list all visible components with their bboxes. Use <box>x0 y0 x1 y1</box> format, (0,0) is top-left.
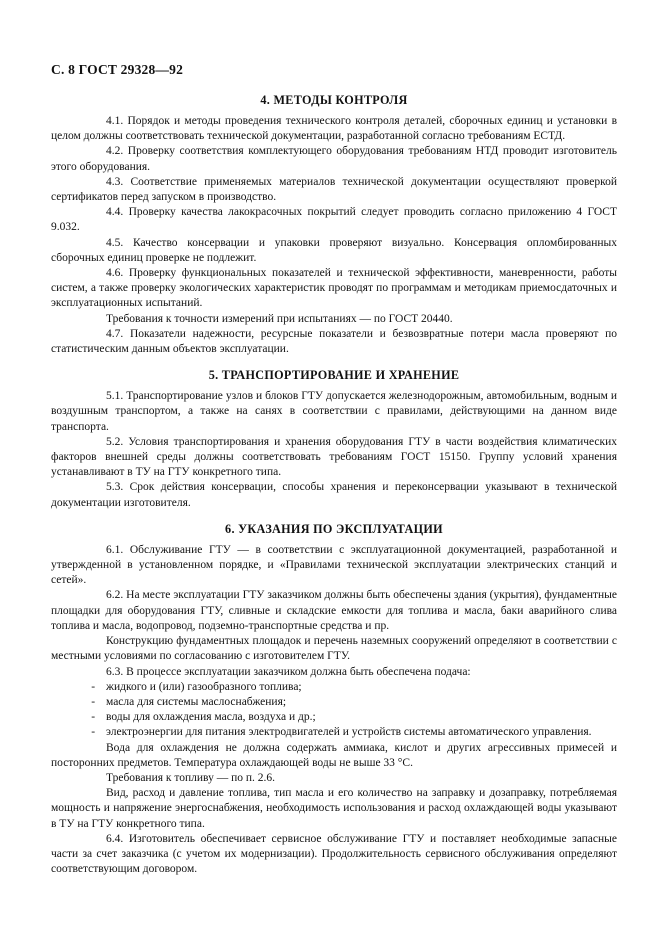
list-item: - жидкого и (или) газообразного топлива; <box>51 680 302 693</box>
section-5-transport-storage <box>51 367 617 511</box>
paragraph: 5.1. Транспортирование узлов и блоков ГТУ допускается железнодорожным, автомобильным, водным и воздушным транспортом, а также на санях в соответствии с правилами, действующими на данном виде транспорта. <box>51 390 617 433</box>
list-item: - воды для охлаждения масла, воздуха и др.; <box>51 711 316 724</box>
paragraph: 6.3. В процессе эксплуатации заказчиком должна быть обеспечена подача: <box>106 665 471 678</box>
paragraph: 4.6. Проверку функциональных показателей и технической эффективности, маневренности, работы систем, а также проверку экологических характеристик проводят по программам и методикам приемосдаточных и эксплуатационных испытаний. <box>51 267 617 310</box>
list-item: - масла для системы маслоснабжения; <box>51 695 287 708</box>
paragraph: 4.5. Качество консервации и упаковки проверяют визуально. Консервация опломбированных сборочных единиц проверке не подлежит. <box>51 236 617 264</box>
list-item-text: воды для охлаждения масла, воздуха и др.; <box>106 711 316 724</box>
section-title: 5. ТРАНСПОРТИРОВАНИЕ И ХРАНЕНИЕ <box>208 368 460 383</box>
section-title: 6. УКАЗАНИЯ ПО ЭКСПЛУАТАЦИИ <box>225 521 443 536</box>
paragraph: 5.3. Срок действия консервации, способы хранения и переконсервации указывают в технической документации изготовителя. <box>51 481 617 509</box>
list-item-text: масла для системы маслоснабжения; <box>106 695 287 708</box>
paragraph: 4.1. Порядок и методы проведения технического контроля деталей, сборочных единиц и установки в целом должны соответствовать технической документации, разработанной согласно требованиям ЕСТД. <box>51 115 617 143</box>
section-6-operation-instructions <box>51 521 617 877</box>
paragraph: 6.2. На месте эксплуатации ГТУ заказчиком должны быть обеспечены здания (укрытия), фундаментные площадки для оборудования ГТУ, сливные и складские емкости для топлива и масла, баки аварийного слива топлива и масла, водопровод, подземно-транспортные средства и пр. <box>51 589 617 632</box>
paragraph: Требования к точности измерений при испытаниях — по ГОСТ 20440. <box>106 312 453 325</box>
paragraph: 4.7. Показатели надежности, ресурсные показатели и безвозвратные потери масла проверяют по статистическим данным объектов эксплуатации. <box>51 327 617 356</box>
list-item-text: жидкого и (или) газообразного топлива; <box>106 680 302 693</box>
paragraph: 6.1. Обслуживание ГТУ — в соответствии с эксплуатационной документацией, разработанной и утвержденной в установленном порядке, и «Правилами технической эксплуатации электрических станций и сетей». <box>51 543 617 587</box>
paragraph: 5.2. Условия транспортирования и хранения оборудования ГТУ в части воздействия климатических факторов внешней среды должны соответствовать требованиям ГОСТ 15150. Группу условий хранения устанавливают в ТУ на ГТУ конкретного типа. <box>51 435 617 479</box>
paragraph: 4.2. Проверку соответствия комплектующего оборудования требованиям НТД проводит изготовитель этого оборудования. <box>51 145 617 173</box>
page-header: С. 8 ГОСТ 29328—92 <box>51 62 184 77</box>
section-4-control-methods <box>51 92 617 357</box>
paragraph: Требования к топливу — по п. 2.6. <box>106 771 276 784</box>
document-body <box>51 92 617 887</box>
list-item: - электроэнергии для питания электродвигателей и устройств системы автоматического управления. <box>51 726 592 739</box>
paragraph: Вид, расход и давление топлива, тип масла и его количество на заправку и дозаправку, потребляемая мощность и напряжение энергоснабжения, необходимость использования и расход охлаждающей воды указывают в ТУ на ГТУ конкретного типа. <box>51 787 617 830</box>
paragraph: 4.3. Соответствие применяемых материалов технической документации осуществляют проверкой сертификатов перед запуском в производство. <box>51 175 617 204</box>
list-item-text: электроэнергии для питания электродвигателей и устройств системы автоматического управления. <box>106 726 592 739</box>
paragraph: Конструкцию фундаментных площадок и перечень наземных сооружений определяют в соответствии с местными условиями по согласованию с изготовителем ГТУ. <box>51 635 617 663</box>
paragraph: 4.4. Проверку качества лакокрасочных покрытий следует проводить согласно приложению 4 ГОСТ 9.032. <box>51 206 617 234</box>
section-title: 4. МЕТОДЫ КОНТРОЛЯ <box>260 93 408 107</box>
paragraph: 6.4. Изготовитель обеспечивает сервисное обслуживание ГТУ и поставляет необходимые запасные части за счет заказчика (с учетом их модернизации). Продолжительность сервисного обслуживания определяют соответствующим договором. <box>51 832 617 876</box>
paragraph: Вода для охлаждения не должна содержать аммиака, кислот и других агрессивных примесей и посторонних предметов. Температура охлаждающей воды не выше 33 °С. <box>51 741 617 769</box>
